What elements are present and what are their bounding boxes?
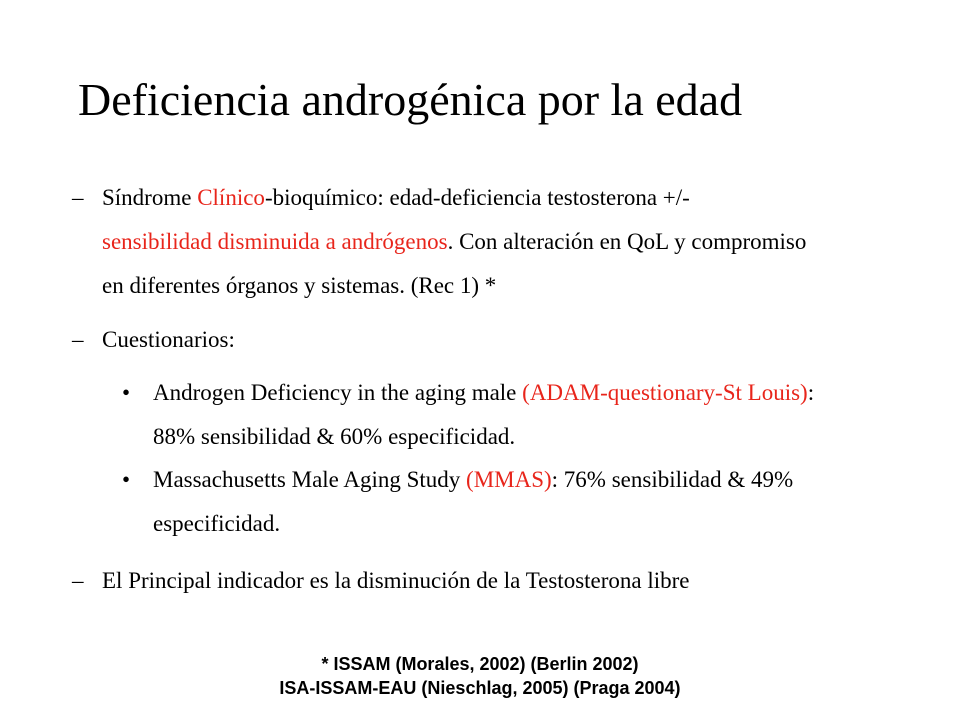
bullet-item-text xyxy=(153,371,837,459)
list-item-indicador xyxy=(72,559,812,603)
bullet-item-mmas xyxy=(122,458,837,546)
text-segment: : 76% sensibilidad & 49% especificidad. xyxy=(153,467,794,536)
bullet-marker: • xyxy=(122,380,131,405)
bullet-item-text xyxy=(153,458,837,546)
bullet-item-adam xyxy=(122,371,837,459)
dash-marker: – xyxy=(72,185,84,210)
list-item-text: El Principal indicador es la disminución de la Testosterona libre xyxy=(102,568,690,593)
highlight-clinico: Clínico xyxy=(197,185,265,210)
footnote xyxy=(0,652,960,700)
highlight-adam: (ADAM-questionary-St Louis) xyxy=(522,380,808,405)
text-segment: Massachusetts Male Aging Study xyxy=(153,467,467,492)
highlight-mmas: (MMAS) xyxy=(466,467,552,492)
list-item-text xyxy=(102,176,812,308)
footnote-line-2: ISA-ISSAM-EAU (Nieschlag, 2005) (Praga 2004) xyxy=(279,678,681,698)
list-item-cuestionarios xyxy=(72,318,812,362)
slide-title: Deficiencia androgénica por la edad xyxy=(78,74,743,125)
highlight-sensibilidad: sensibilidad disminuida a andrógenos xyxy=(102,229,448,254)
list-item-text: Cuestionarios: xyxy=(102,327,235,352)
text-segment: : 88% sensibilidad & 60% especificidad. xyxy=(153,380,815,449)
text-segment: -bioquímico: edad-deficiencia testosterona +/- xyxy=(264,185,690,210)
text-segment: Síndrome xyxy=(102,185,198,210)
text-segment: Androgen Deficiency in the aging male xyxy=(153,380,523,405)
dash-marker: – xyxy=(72,568,84,593)
dash-marker: – xyxy=(72,327,84,352)
list-item-sindrome xyxy=(72,176,812,308)
text-segment: . Con alteración en QoL y compromiso en diferentes órganos y sistemas. (Rec 1) * xyxy=(102,229,807,298)
footnote-line-1: * ISSAM (Morales, 2002) (Berlin 2002) xyxy=(321,654,639,674)
bullet-marker: • xyxy=(122,467,131,492)
